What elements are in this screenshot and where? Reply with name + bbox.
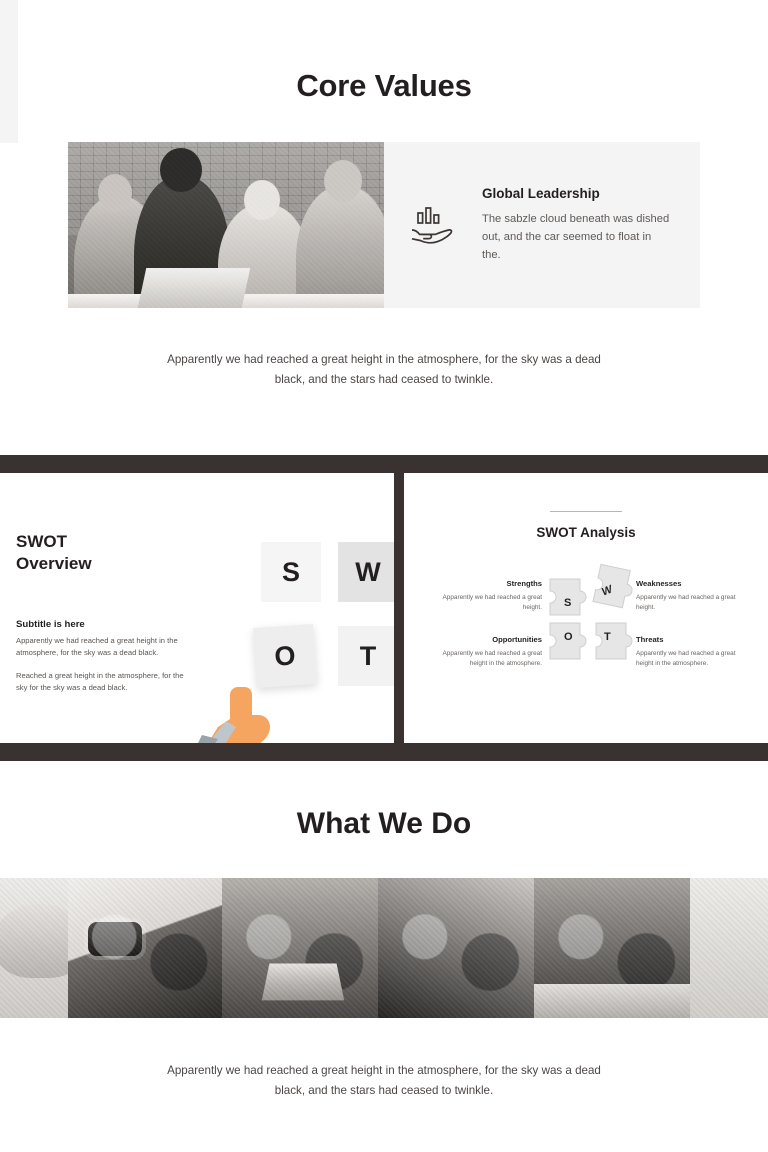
photo-hand-closeup: [0, 878, 68, 1018]
swot-overview-paragraph-1: Apparently we had reached a great height in the atmosphere, for the sky was a dead black.: [16, 636, 178, 657]
what-we-do-section: [0, 761, 768, 1152]
swot-overview-title: [16, 531, 92, 575]
swot-tile-t[interactable]: [338, 626, 394, 686]
puzzle-letter-t: T: [604, 631, 611, 643]
swot-quadrant-threats-body: Apparently we had reached a great height in the atmosphere.: [636, 650, 736, 667]
photo-edge-fade: [690, 878, 768, 1018]
photo-office-meeting: [534, 878, 690, 1018]
core-values-title: Core Values: [296, 68, 472, 103]
team-meeting-photo: [68, 142, 384, 308]
core-values-caption-line2: black, and the stars had ceased to twinkle.: [274, 372, 494, 386]
hand-holding-bar-chart-icon: [404, 197, 460, 253]
slides-band: [0, 455, 768, 761]
swot-quadrant-strengths-heading: Strengths: [506, 579, 542, 588]
photo-strip: [0, 878, 768, 1018]
swot-quadrant-opportunities-body: Apparently we had reached a great height in the atmosphere.: [442, 650, 542, 667]
swot-overview-slide: [0, 473, 394, 743]
photo-team-laptop: [222, 878, 378, 1018]
what-we-do-title: What We Do: [296, 807, 472, 840]
swot-quadrant-threats: [636, 635, 740, 669]
core-values-section: [0, 0, 768, 455]
photo-person-back: [378, 878, 534, 1018]
swot-analysis-slide: [404, 473, 768, 743]
swot-tile-w[interactable]: [338, 542, 394, 602]
swot-overview-title-line2: Overview: [16, 553, 92, 573]
puzzle-letter-w: W: [600, 583, 615, 599]
core-values-card: [68, 142, 700, 308]
what-we-do-caption: [0, 1061, 768, 1101]
swot-quadrant-opportunities: [438, 635, 542, 669]
what-we-do-caption-line2: black, and the stars had ceased to twinkle.: [274, 1083, 494, 1097]
puzzle-letter-s: S: [564, 597, 572, 609]
swot-tile-w-letter: W: [355, 556, 381, 587]
swot-overview-paragraph-2: Reached a great height in the atmosphere, for the sky for the sky was a dead black.: [16, 671, 184, 692]
swot-tile-t-letter: T: [359, 640, 377, 671]
core-values-card-body: The sabzle cloud beneath was dished out, and the car seemed to float in the.: [482, 212, 670, 262]
swot-quadrant-strengths-body: Apparently we had reached a great height.: [442, 594, 542, 611]
swot-tile-s-letter: S: [281, 556, 300, 587]
puzzle-letter-o: O: [564, 631, 573, 643]
swot-overview-subtitle: Subtitle is here: [16, 619, 85, 630]
what-we-do-caption-line1: Apparently we had reached a great height in the atmosphere, for the sky was a dead: [167, 1064, 601, 1077]
swot-tile-o-letter: O: [273, 639, 297, 672]
puzzle-pieces-icon: [544, 563, 644, 667]
swot-quadrant-weaknesses-body: Apparently we had reached a great height.: [636, 594, 736, 611]
swot-analysis-title: SWOT Analysis: [536, 525, 636, 540]
photo-wristwatch: [68, 878, 222, 1018]
swot-tile-s[interactable]: [261, 542, 321, 602]
swot-quadrant-weaknesses: [636, 579, 740, 613]
swot-quadrant-weaknesses-heading: Weaknesses: [636, 579, 682, 588]
core-values-card-heading: Global Leadership: [482, 185, 600, 201]
divider: [550, 511, 622, 512]
swot-quadrant-threats-heading: Threats: [636, 635, 664, 644]
core-values-caption-line1: Apparently we had reached a great height in the atmosphere, for the sky was a dead: [167, 353, 601, 366]
swot-quadrant-strengths: [438, 579, 542, 613]
swot-quadrant-opportunities-heading: Opportunities: [492, 635, 542, 644]
core-values-caption: [0, 350, 768, 390]
hand-pointer-icon: [182, 669, 302, 743]
core-values-card-content: [384, 142, 700, 308]
swot-overview-title-line1: SWOT: [16, 532, 67, 551]
